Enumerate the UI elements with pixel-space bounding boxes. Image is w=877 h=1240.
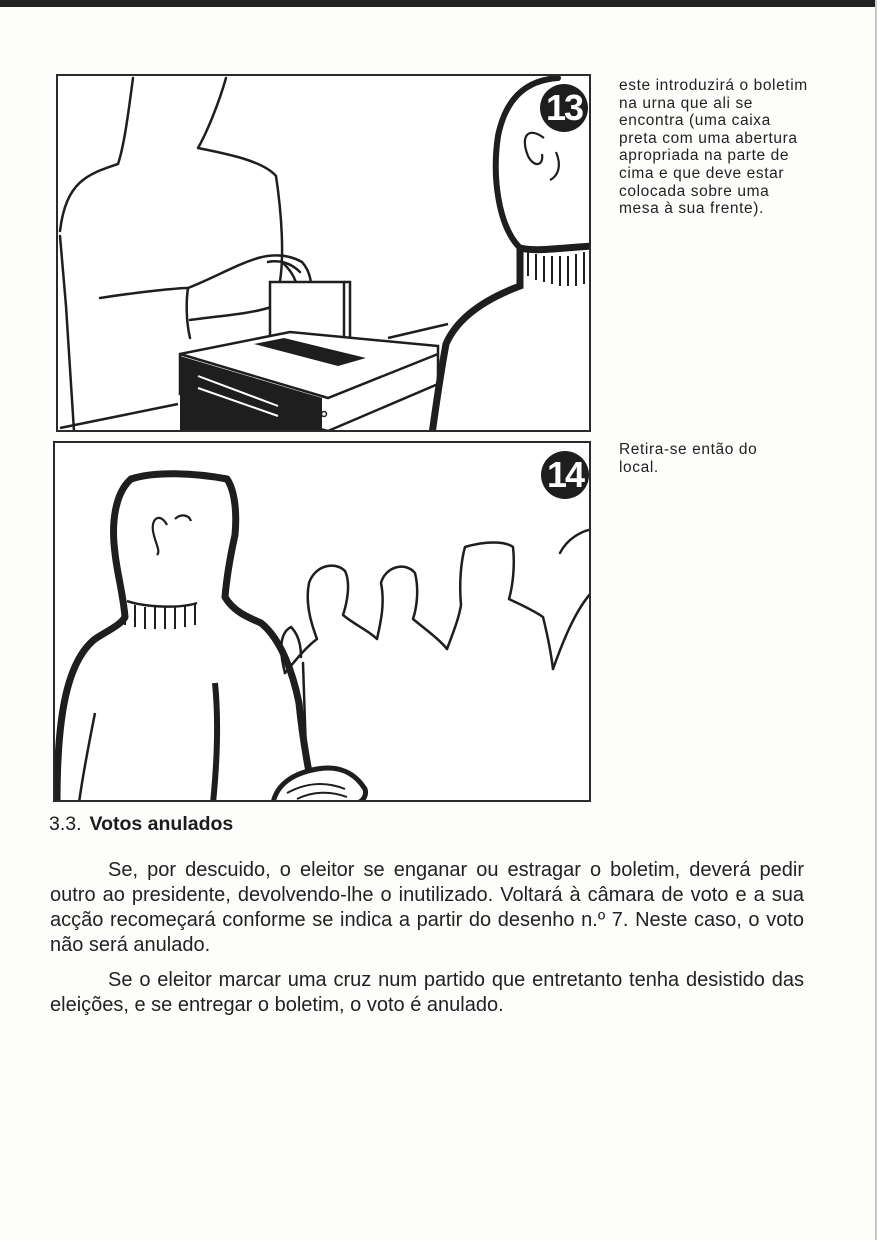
- illustration-14-caption: Retira-se então do local.: [619, 441, 758, 476]
- paragraph-text: Se o eleitor marcar uma cruz num partido que entretanto tenha desistido das eleições, e se entregar o boletim, o voto é anulado.: [50, 969, 804, 1016]
- voter-casting-ballot-drawing: [58, 76, 591, 432]
- paragraph: [50, 968, 804, 1018]
- section-heading: [49, 813, 233, 836]
- paragraph: [50, 858, 804, 958]
- illustration-14: [53, 441, 591, 802]
- paragraph-text: Se, por descuido, o eleitor se enganar ou estragar o boletim, deverá pedir outro ao presidente, devolvendo-lhe o inutilizado. Voltará à câmara de voto e a sua acção recomeçará conforme se indica a partir do desenho n.º 7. Neste caso, o voto não será anulado.: [50, 859, 804, 956]
- top-border: [0, 0, 877, 7]
- voter-leaving-drawing: [55, 443, 591, 802]
- illustration-13: [56, 74, 591, 432]
- illustration-13-caption: este introduzirá o boletim na urna que ali se encontra (uma caixa preta com uma abertura apropriada na parte de cima e que deve estar colocada sobre uma mesa à sua frente).: [619, 77, 808, 218]
- section-title: Votos anulados: [89, 813, 234, 835]
- section-number: 3.3.: [49, 813, 82, 835]
- illustration-number-badge: 14: [541, 451, 589, 499]
- illustration-number-badge: 13: [540, 84, 588, 132]
